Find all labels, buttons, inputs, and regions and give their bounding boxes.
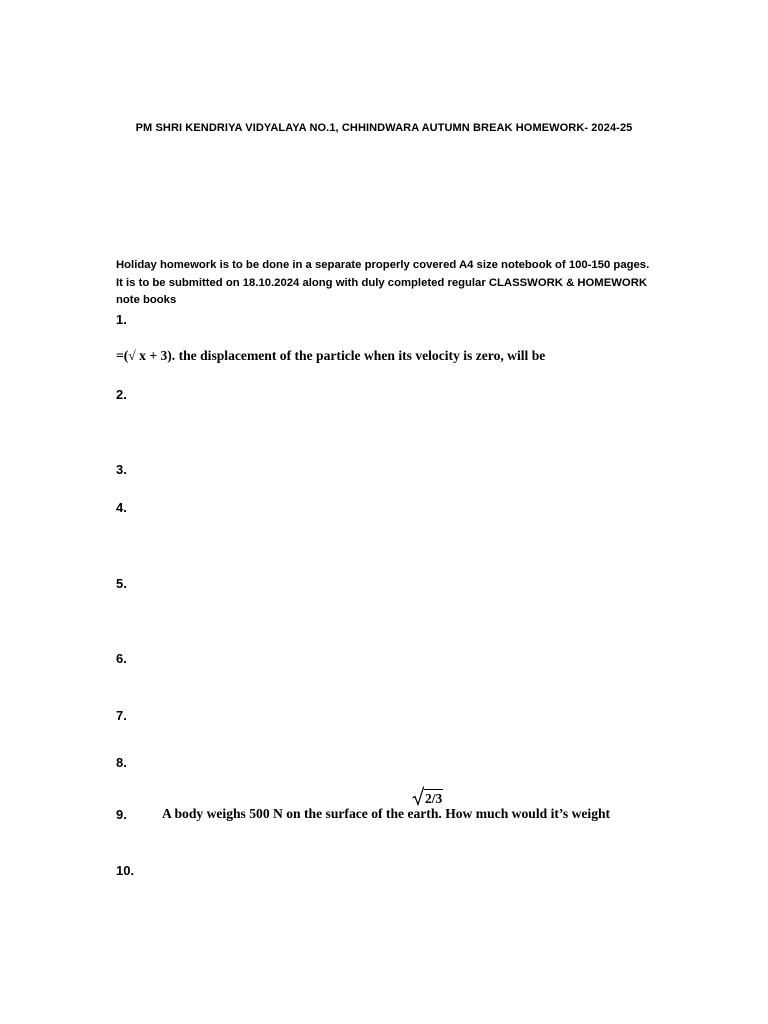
- question-number: 10.: [116, 863, 135, 878]
- question-number: 4.: [116, 500, 127, 515]
- sqrt-formula: [412, 786, 443, 806]
- sqrt-radicand: 2/3: [425, 791, 443, 806]
- question-number: 2.: [116, 387, 127, 402]
- instruction-line: Holiday homework is to be done in a separate properly covered A4 size notebook of 100-150 pages.: [116, 259, 650, 271]
- question-number: 6.: [116, 651, 127, 666]
- question-number: 5.: [116, 576, 127, 591]
- question-number: 3.: [116, 462, 127, 477]
- question-1-text: =(√ x + 3). the displacement of the particle when its velocity is zero, will be: [116, 348, 546, 363]
- instruction-line: It is to be submitted on 18.10.2024 along with duly completed regular CLASSWORK & HOMEWORK: [116, 276, 648, 289]
- instruction-line: note books: [116, 294, 177, 306]
- page-title: PM SHRI KENDRIYA VIDYALAYA NO.1, CHHINDWARA AUTUMN BREAK HOMEWORK- 2024-25: [135, 122, 633, 134]
- radical-sign-icon: [412, 786, 424, 806]
- question-number: 8.: [116, 755, 127, 770]
- question-number: 9.: [116, 807, 127, 822]
- question-number: 7.: [116, 708, 127, 723]
- homework-instructions: [116, 257, 676, 310]
- question-9-text: A body weighs 500 N on the surface of the earth. How much would it’s weight: [162, 806, 611, 821]
- question-number: 1.: [116, 312, 127, 327]
